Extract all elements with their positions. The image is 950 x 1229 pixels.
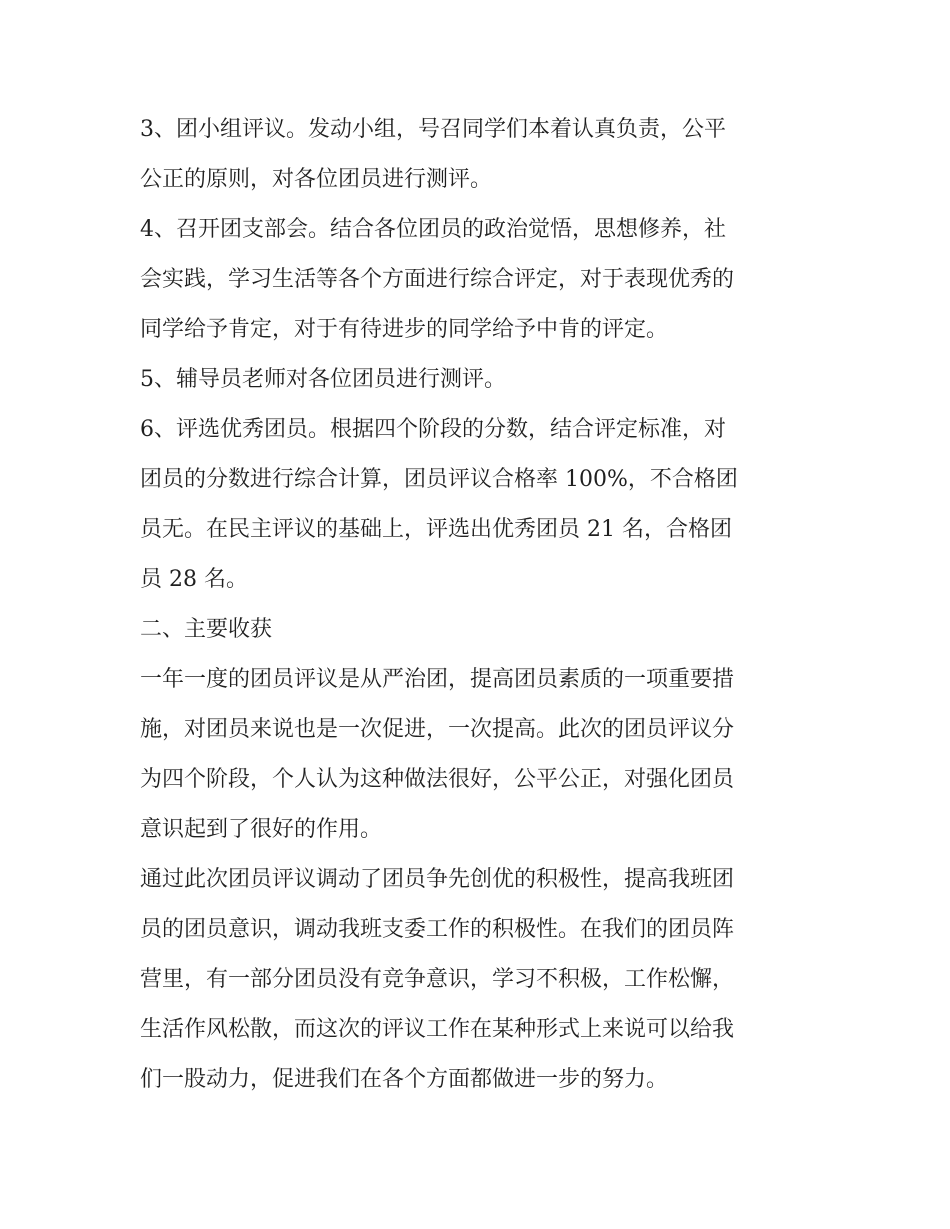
paragraph-step-6: 6、评选优秀团员。根据四个阶段的分数，结合评定标准，对 团员的分数进行综合计算，团员评议合格率 100%，不合格团 员无。在民主评议的基础上，评选出优秀团员 21 名，合格团 员 28 名。: [140, 417, 738, 592]
paragraph-gains-1: 一年一度的团员评议是从严治团，提高团员素质的一项重要措 施，对团员来说也是一次促进，一次提高。此次的团员评议分 为四个阶段，个人认为这种做法很好，公平公正，对强化团员 意识起到了很好的作用。: [140, 667, 735, 842]
paragraph-step-4: 4、召开团支部会。结合各位团员的政治觉悟，思想修养，社 会实践，学习生活等各个方面进行综合评定，对于表现优秀的 同学给予肯定，对于有待进步的同学给予中肯的评定。: [140, 217, 735, 342]
paragraph-step-5: 5、辅导员老师对各位团员进行测评。: [140, 367, 506, 392]
paragraph-gains-2: 通过此次团员评议调动了团员争先创优的积极性，提高我班团 员的团员意识，调动我班支委工作的积极性。在我们的团员阵 营里，有一部分团员没有竞争意识，学习不积极，工作松懈， 生活作风松散，而这次的评议工作在某种形式上来说可以给我 们一股动力，促进我们在各个方面都做进一步的努力。: [140, 867, 735, 1092]
paragraph-step-3: 3、团小组评议。发动小组，号召同学们本着认真负责，公平 公正的原则，对各位团员进行测评。: [140, 117, 726, 192]
document-body: [140, 105, 815, 1105]
section-heading-main-gains: 二、主要收获: [140, 617, 273, 642]
